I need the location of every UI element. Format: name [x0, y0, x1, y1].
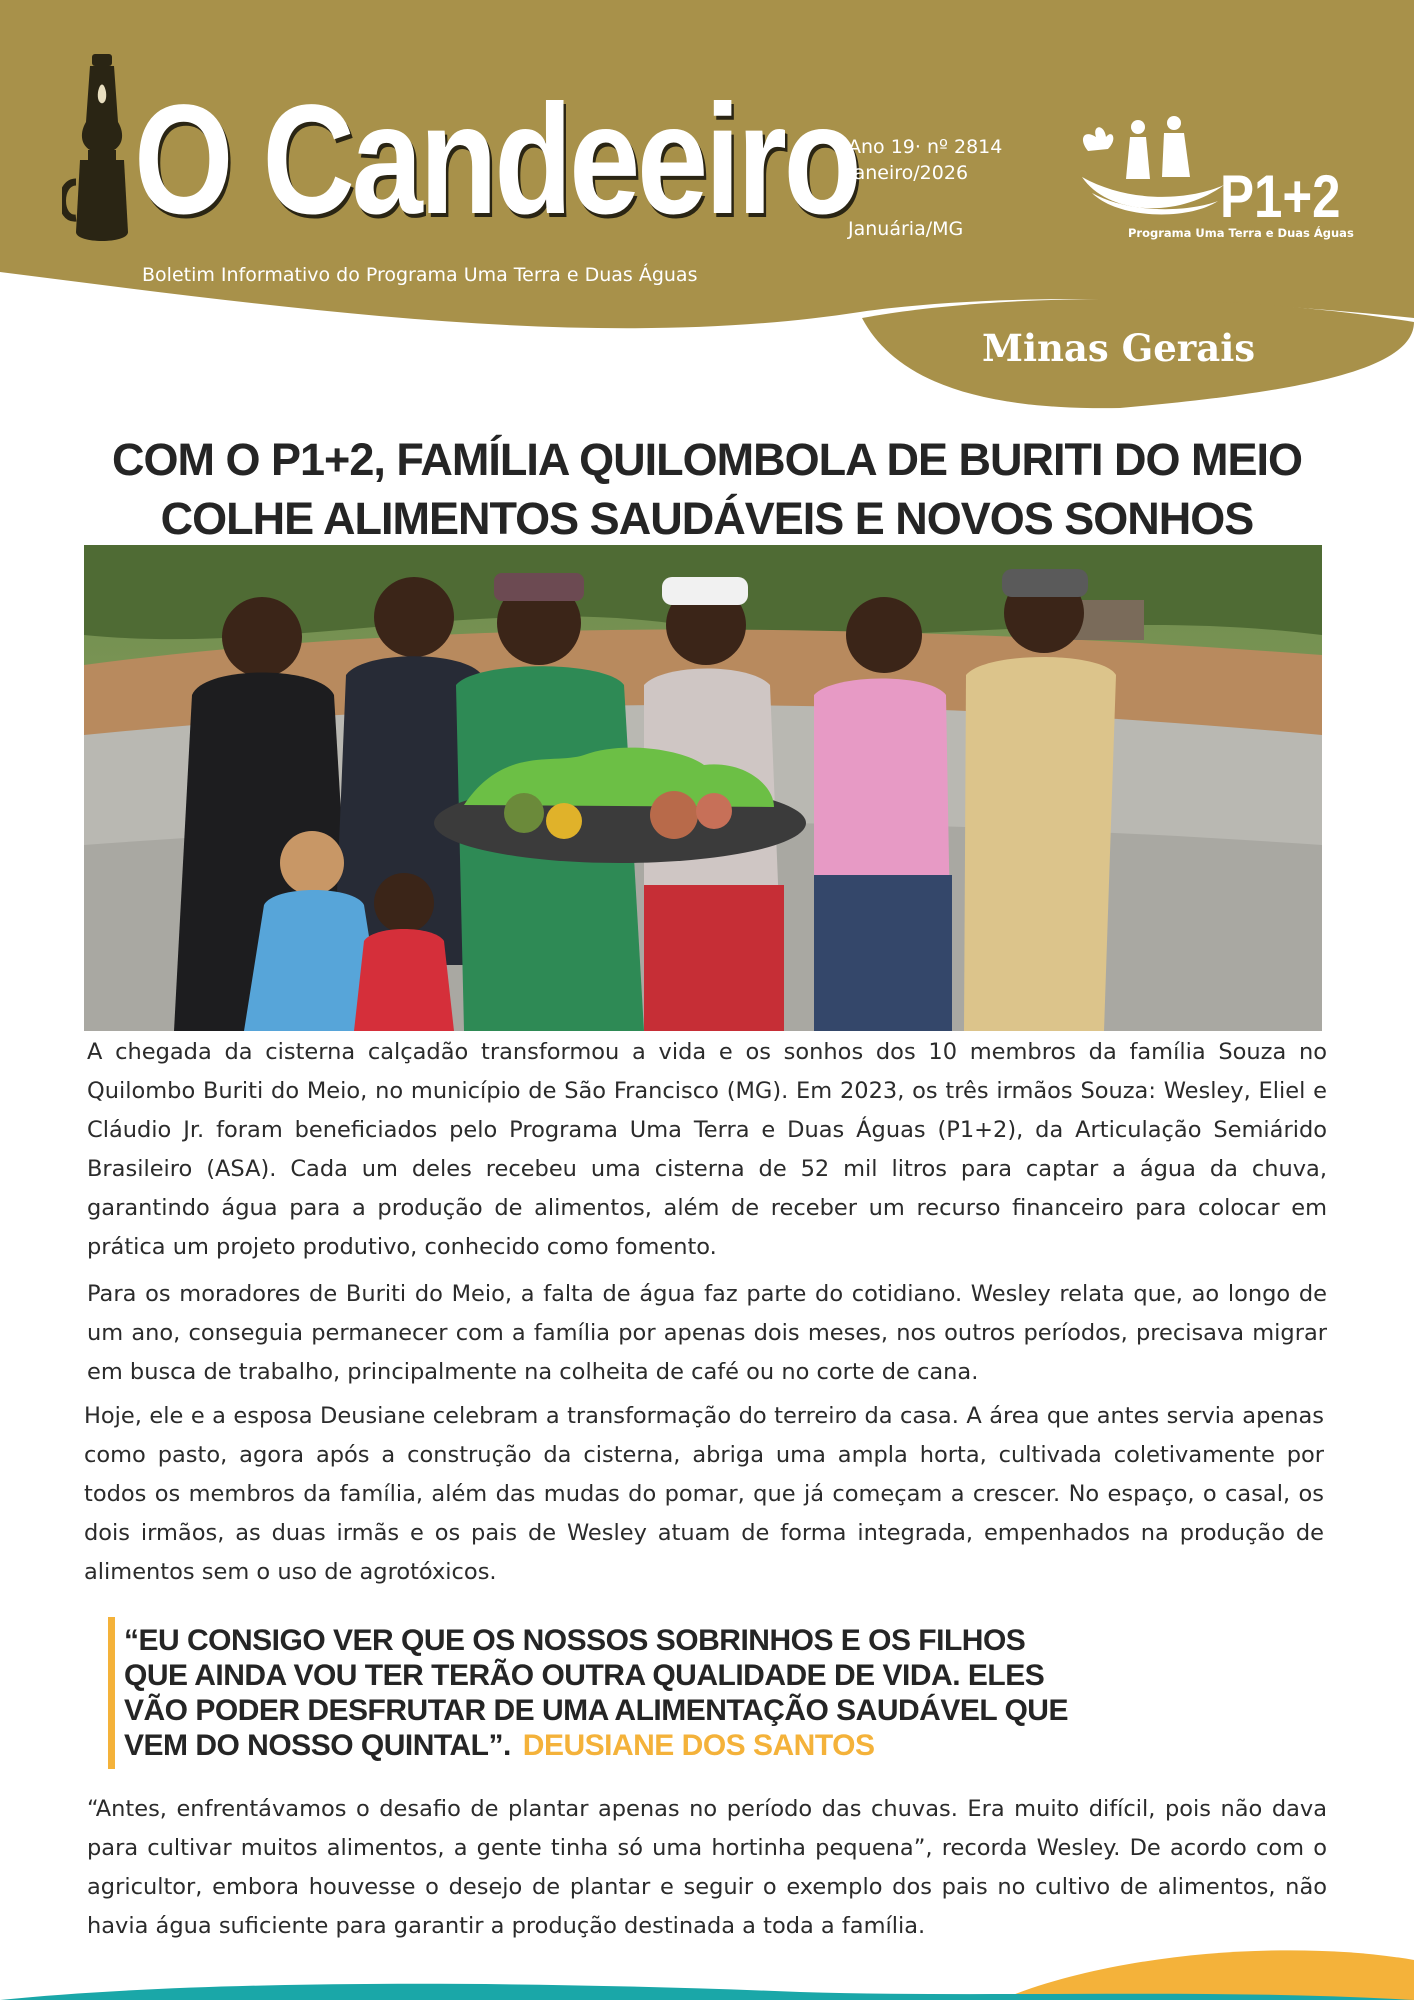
article-paragraph-1: A chegada da cisterna calçadão transformou a vida e os sonhos dos 10 membros da família Souza no Quilombo Buriti do Meio, no município de São Francisco (MG). Em 2023, os três irmãos Souza: Wesley, Eliel e Cláudio Jr. foram beneficiados pelo Programa Uma Terra e Duas Águas (P1+2), da Articulação Semiárido Brasileiro (ASA). Cada um deles recebeu uma cisterna de 52 mil litros para captar a água da chuva, garantindo água para a produção de alimentos, além de receber um recurso financeiro para colocar em prática um projeto produtivo, conhecido como fomento.	[87, 1039, 1327, 1260]
p12-logo-text: P1+2	[1220, 163, 1341, 230]
footer-wave	[0, 1940, 1414, 2000]
quote-line-4-text: VEM DO NOSSO QUINTAL”.	[124, 1729, 511, 1762]
issue-date: Janeiro/2026	[848, 162, 969, 184]
quote-line-1: “EU CONSIGO VER QUE OS NOSSOS SOBRINHOS E OS FILHOS	[124, 1624, 1026, 1657]
issue-location: Januária/MG	[848, 218, 964, 240]
pull-quote	[124, 1623, 1224, 1763]
article-paragraph-2: Para os moradores de Buriti do Meio, a falta de água faz parte do cotidiano. Wesley relata que, ao longo de um ano, conseguia permanecer com a família por apenas dois meses, nos outros períodos, precisava migrar em busca de trabalho, principalmente na colheita de café ou no corte de cana.	[87, 1281, 1327, 1385]
issue-number: Ano 19· nº 2814	[848, 136, 1003, 158]
quote-line-2: QUE AINDA VOU TER TERÃO OUTRA QUALIDADE DE VIDA. ELES	[124, 1659, 1045, 1692]
quote-author: DEUSIANE DOS SANTOS	[522, 1729, 875, 1762]
quote-line-3: VÃO PODER DESFRUTAR DE UMA ALIMENTAÇÃO SAUDÁVEL QUE	[124, 1694, 1068, 1727]
quote-line-4	[124, 1728, 1224, 1763]
p12-logo-subtitle: Programa Uma Terra e Duas Águas	[1128, 226, 1354, 240]
article-paragraph-4: “Antes, enfrentávamos o desafio de plantar apenas no período das chuvas. Era muito difícil, pois não dava para cultivar muitos alimentos, a gente tinha só uma hortinha pequena”, recorda Wesley. De acordo com o agricultor, embora houvesse o desejo de plantar e seguir o exemplo dos pais no cultivo de alimentos, não havia água suficiente para garantir a produção destinada a toda a família.	[87, 1796, 1327, 1939]
region-label: Minas Gerais	[982, 326, 1256, 370]
masthead-tagline: Boletim Informativo do Programa Uma Terra e Duas Águas	[142, 264, 698, 286]
headline-line-2: COLHE ALIMENTOS SAUDÁVEIS E NOVOS SONHOS	[160, 493, 1254, 544]
family-photo	[84, 545, 1322, 1031]
lamp-icon	[62, 52, 142, 252]
article-headline	[60, 430, 1354, 548]
article-paragraph-3: Hoje, ele e a esposa Deusiane celebram a transformação do terreiro da casa. A área que antes servia apenas como pasto, agora após a construção da cisterna, abriga uma ampla horta, cultivada coletivamente por todos os membros da família, além das mudas do pomar, que já começam a crescer. No espaço, o casal, os dois irmãos, as duas irmãs e os pais de Wesley atuam de forma integrada, empenhados na produção de alimentos sem o uso de agrotóxicos.	[84, 1403, 1324, 1585]
quote-accent-bar	[108, 1617, 115, 1769]
p12-logo-icon	[1078, 115, 1228, 225]
headline-line-1: COM O P1+2, FAMÍLIA QUILOMBOLA DE BURITI DO MEIO	[112, 434, 1302, 485]
issue-info	[848, 134, 1002, 242]
masthead-title: O Candeeiro	[134, 73, 859, 247]
